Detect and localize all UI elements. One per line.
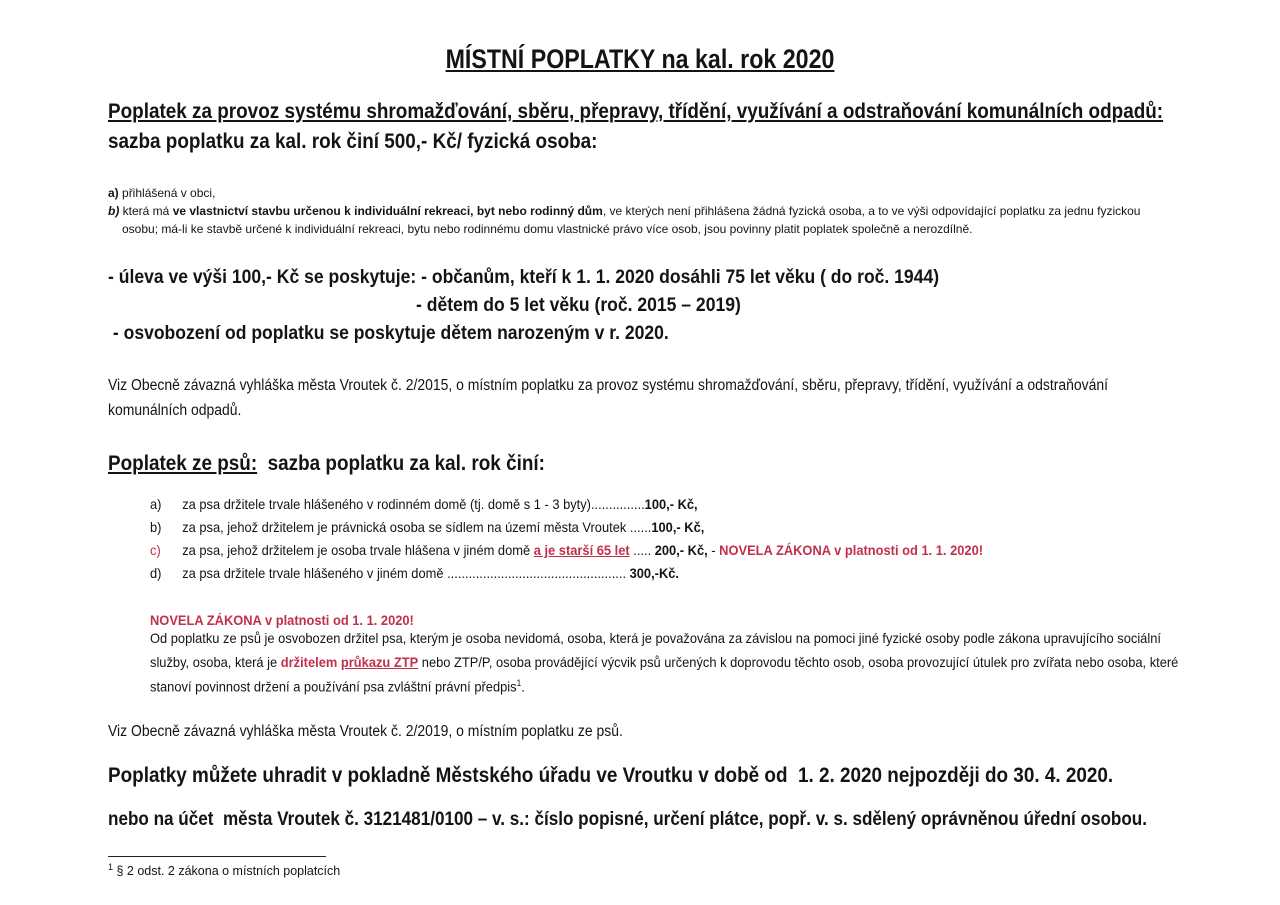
dog-item-label: c) [150, 542, 161, 558]
dog-item-amount: 100,- Kč, [651, 519, 705, 535]
dog-item-text3: - [707, 542, 720, 558]
dogs-heading: Poplatek ze psů: [108, 452, 258, 475]
dog-item-text: za psa držitele trvale hlášeného v jiném domě .................................................. [182, 565, 627, 581]
novela-line2-post: nebo ZTP/P, osoba provádějící výcvik psů určených k doprovodu těchto osob, osoba provozující útulek pro zvířata nebo osoba, které [418, 654, 1179, 670]
dog-item-label: b) [150, 519, 162, 535]
item-b-post: , ve kterých není přihlášena žádná fyzická osoba, a to ve výši odpovídající poplatku za jednu fyzickou [602, 204, 1141, 218]
relief-line1: - úleva ve výši 100,- Kč se poskytuje: - občanům, kteří k 1. 1. 2020 dosáhli 75 let věku ( do roč. 1944) [108, 266, 940, 288]
item-b-line2: osobu; má-li ke stavbě určené k individuální rekreaci, bytu nebo rodinnému domu vlastnické právo více osob, jsou povinny platit poplatek společně a nerozdílně. [122, 222, 973, 236]
item-a-text: přihlášená v obci, [122, 186, 216, 200]
item-b-bold: ve vlastnictví stavbu určenou k individuální rekreaci, byt nebo rodinný dům [172, 204, 603, 218]
novela-line3-text: stanoví povinnost držení a používání psa zvláštní právní předpis [150, 678, 517, 695]
dog-item-a [150, 496, 698, 512]
waste-heading: Poplatek za provoz systému shromažďování, sběru, přepravy, třídění, využívání a odstraňování komunálních odpadů: [108, 100, 1164, 123]
waste-item-b [108, 204, 1140, 218]
payment-line1: Poplatky můžete uhradit v pokladně Městského úřadu ve Vroutku v době od 1. 2. 2020 nejpozději do 30. 4. 2020. [108, 764, 1114, 787]
item-b-pre: která má [122, 204, 170, 218]
dog-item-text: za psa držitele trvale hlášeného v rodinném domě (tj. domě s 1 - 3 byty)............... [182, 496, 645, 512]
dog-item-text2: ..... [629, 542, 655, 558]
dog-item-label: d) [150, 565, 162, 581]
item-a-label: a) [108, 186, 119, 200]
novela-red2: průkazu ZTP [340, 654, 419, 670]
novela-red1: držitelem [280, 654, 338, 670]
payment-line2: nebo na účet města Vroutek č. 3121481/0100 – v. s.: číslo popisné, určení plátce, popř. v. s. sdělený oprávněnou úřední osobou. [108, 809, 1148, 830]
exemption: - osvobození od poplatku se poskytuje dětem narozeným v r. 2020. [108, 322, 669, 344]
dog-item-d [150, 565, 679, 581]
waste-rate: sazba poplatku za kal. rok činí 500,- Kč/ fyzická osoba: [108, 130, 598, 153]
novela-line1: Od poplatku ze psů je osvobozen držitel psa, kterým je osoba nevidomá, osoba, která je považována za závislou na pomoci jiné fyzické osoby podle zákona upravujícího sociální [150, 630, 1161, 646]
novela-heading: NOVELA ZÁKONA v platnosti od 1. 1. 2020! [150, 612, 414, 628]
dogs-heading-row [108, 452, 545, 476]
dog-item-amount: 300,-Kč. [626, 565, 680, 581]
footnote [108, 862, 340, 878]
novela-line3 [150, 678, 525, 695]
footnote-ref: 1 [516, 678, 522, 688]
novela-line2-pre: služby, osoba, která je [150, 654, 281, 670]
dogs-rate: sazba poplatku za kal. rok činí: [267, 452, 545, 475]
dog-item-highlight: a je starší 65 let [533, 542, 630, 558]
waste-ref-line1: Viz Obecně závazná vyhláška města Vroutek č. 2/2015, o místním poplatku za provoz systému shromažďování, sběru, přepravy, třídění, využívání a odstraňování [108, 377, 1109, 394]
dog-item-label: a) [150, 496, 162, 512]
item-b-label: b) [108, 204, 120, 218]
dog-item-b [150, 519, 704, 535]
footnote-text: § 2 odst. 2 zákona o místních poplatcích [113, 864, 341, 879]
dog-item-novela: NOVELA ZÁKONA v platnosti od 1. 1. 2020! [719, 542, 984, 558]
waste-item-a [108, 186, 215, 200]
dog-item-text: za psa, jehož držitelem je osoba trvale hlášena v jiném domě [182, 542, 534, 558]
novela-line2 [150, 654, 1178, 670]
footnote-mark: 1 [108, 862, 114, 872]
dog-item-text: za psa, jehož držitelem je právnická osoba se sídlem na území města Vroutek ...... [182, 519, 652, 535]
waste-ref-line2: komunálních odpadů. [108, 402, 242, 419]
novela-line3-end: . [521, 678, 525, 695]
page-title: MÍSTNÍ POPLATKY na kal. rok 2020 [445, 44, 835, 74]
dog-item-c [150, 542, 983, 558]
dogs-ref: Viz Obecně závazná vyhláška města Vroutek č. 2/2019, o místním poplatku ze psů. [108, 723, 623, 740]
dog-item-amount: 200,- Kč, [654, 542, 708, 558]
footnote-divider [108, 856, 326, 857]
dog-item-amount: 100,- Kč, [644, 496, 698, 512]
relief-line2: - dětem do 5 let věku (roč. 2015 – 2019) [416, 294, 741, 316]
